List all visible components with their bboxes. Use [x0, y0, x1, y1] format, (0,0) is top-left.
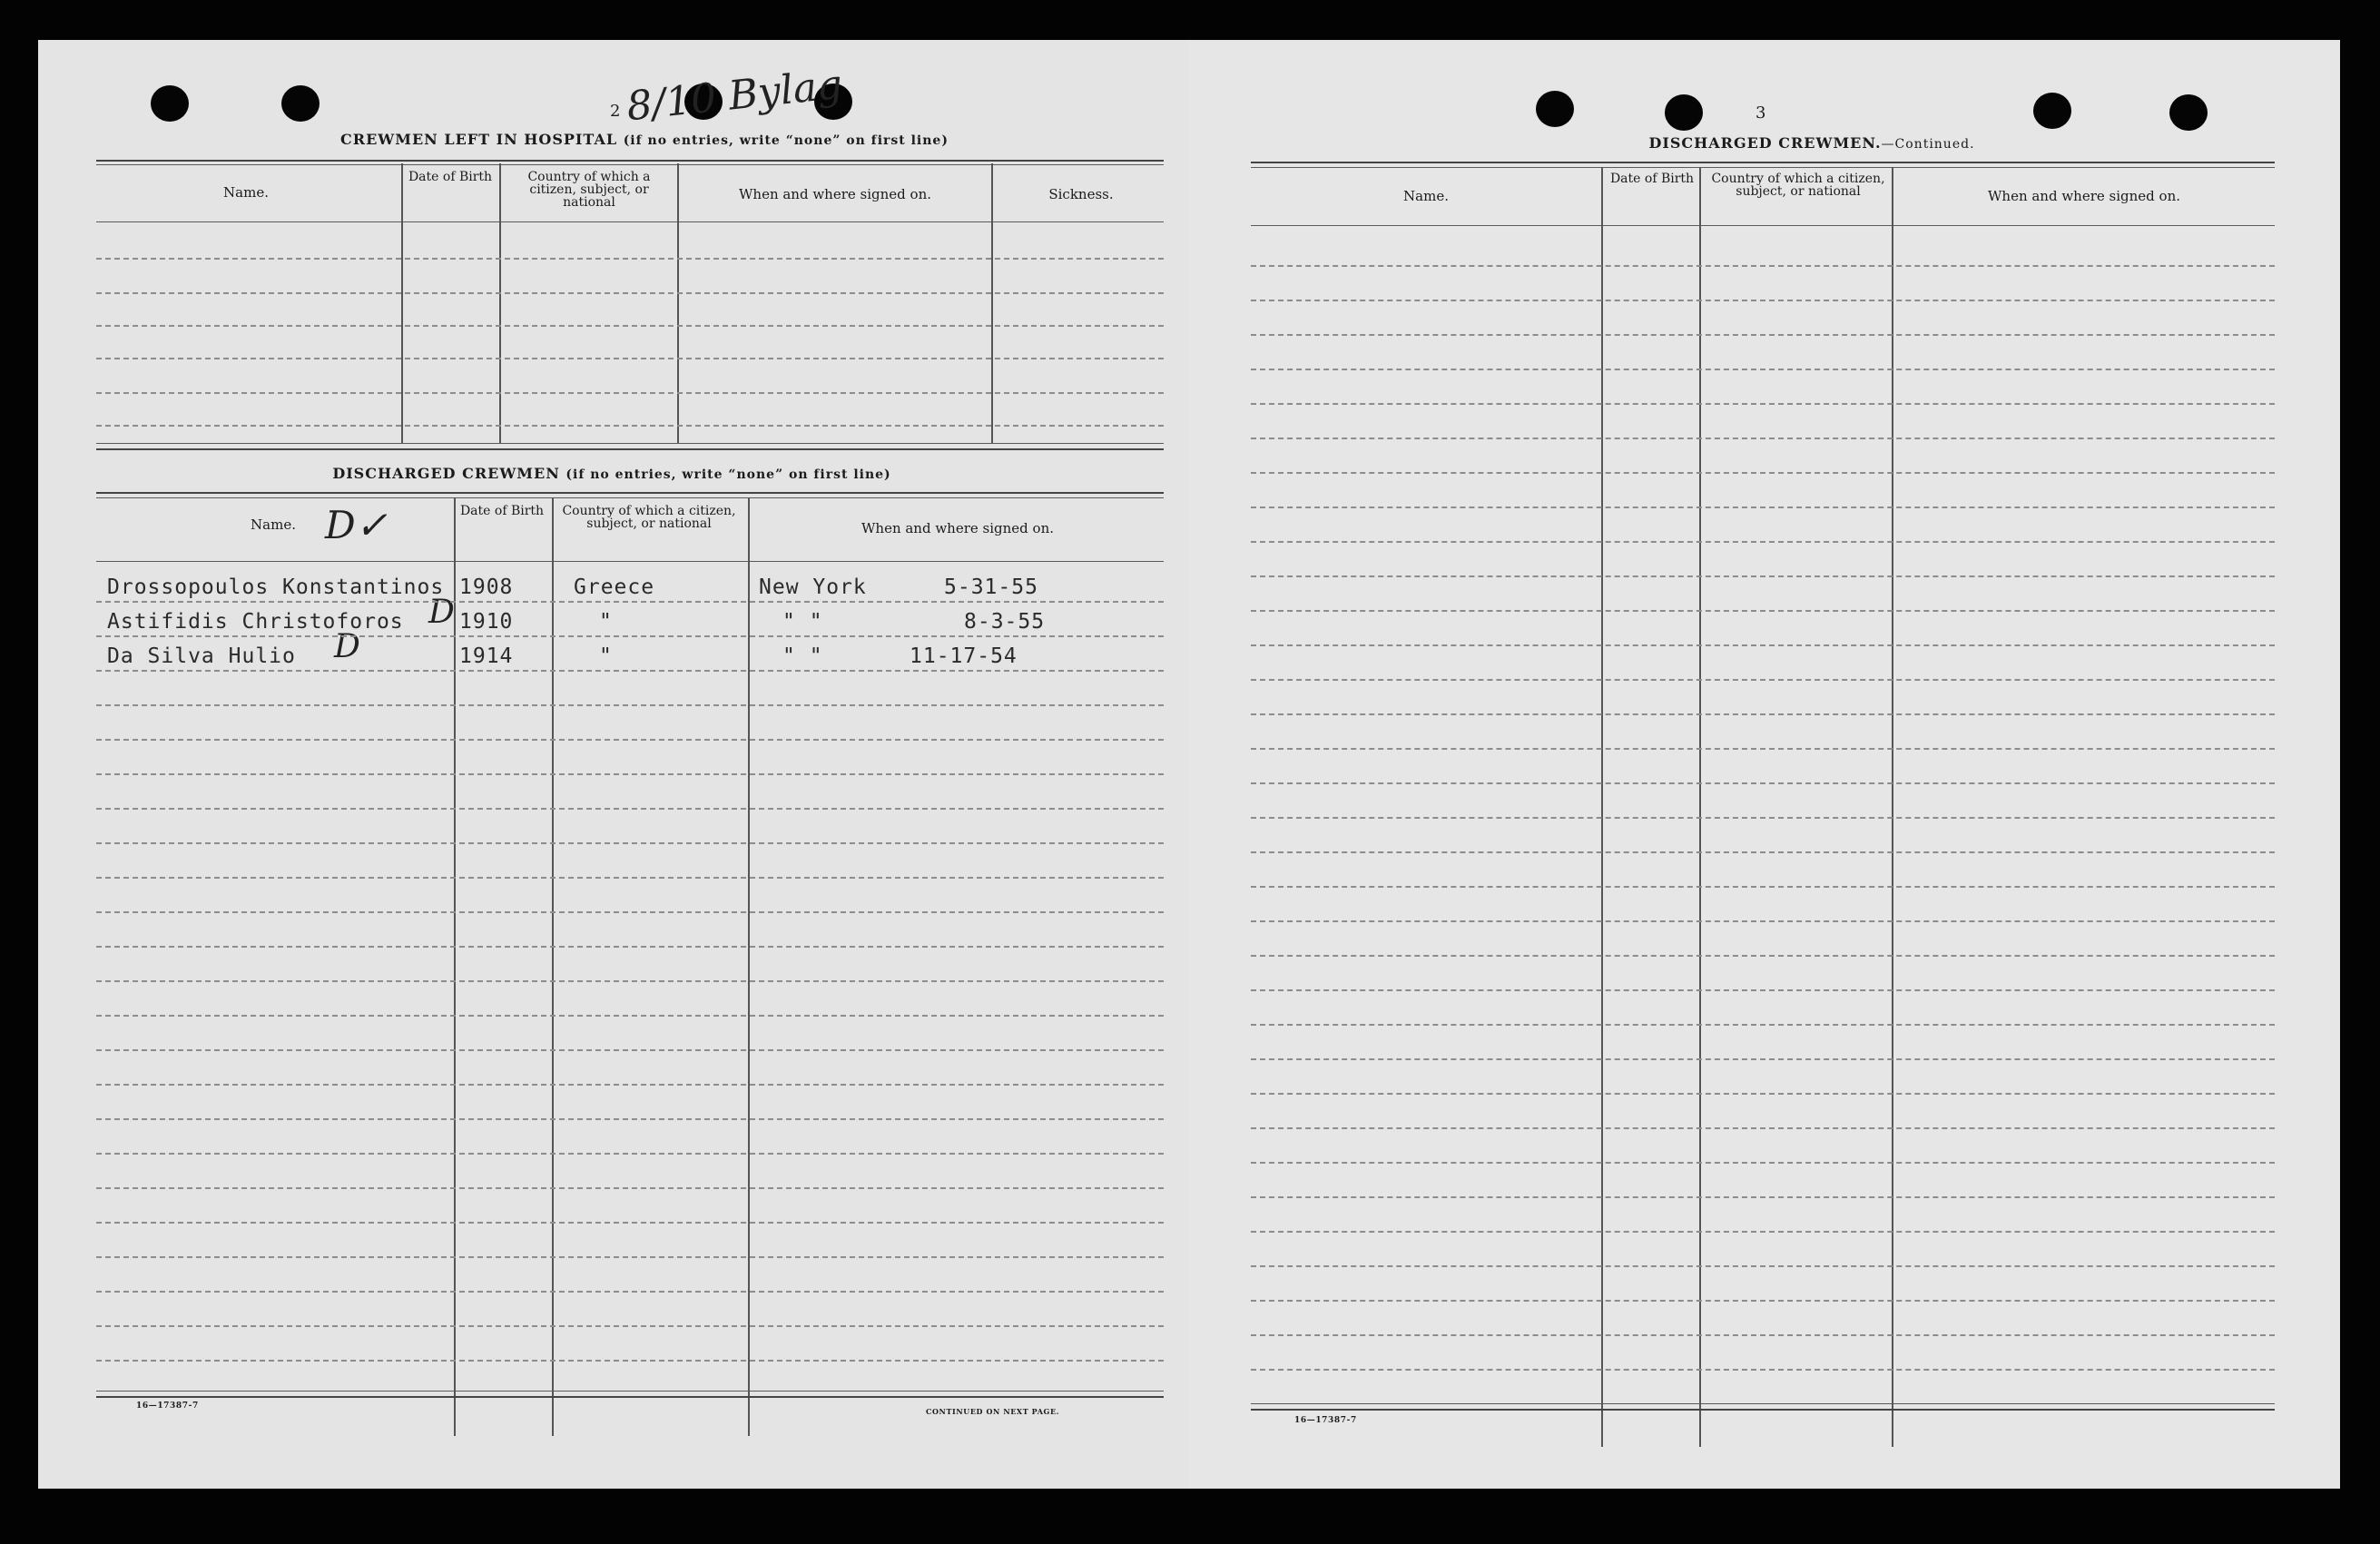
right-page	[1189, 40, 2340, 1489]
entry-line	[1251, 1162, 2275, 1164]
rule	[1251, 1403, 2275, 1404]
entry-line	[1251, 817, 2275, 819]
entry-line	[96, 1325, 1164, 1327]
entry-line	[96, 1222, 1164, 1224]
entry-line	[1251, 782, 2275, 784]
entry-line	[96, 1015, 1164, 1017]
entry-line	[96, 358, 1164, 359]
discharged-instruction: (if no entries, write “none” on first line)	[565, 467, 891, 482]
entry-line	[96, 773, 1164, 775]
entry-line	[1251, 334, 2275, 336]
entry-line	[96, 1187, 1164, 1189]
rule	[96, 1396, 1164, 1398]
crew-signed-place: " "	[782, 644, 823, 668]
right-section-title	[1594, 134, 2030, 152]
entry-line	[96, 325, 1164, 327]
col-header-sickness: Sickness.	[1048, 186, 1114, 202]
column-divider	[991, 163, 993, 443]
page-number: 2	[610, 102, 621, 121]
page-number: 3	[1755, 103, 1766, 123]
rule	[96, 160, 1164, 162]
crew-name: Drossopoulos Konstantinos	[107, 575, 445, 599]
entry-line	[1251, 644, 2275, 646]
entry-line	[1251, 1196, 2275, 1198]
col-header-country: Country of which a citizen, subject, or national	[527, 170, 651, 210]
entry-line	[1251, 1334, 2275, 1336]
crew-signed-date: 11-17-54	[910, 644, 1018, 668]
handwritten-mark: D	[334, 628, 360, 665]
crew-country: Greece	[574, 575, 655, 599]
entry-line	[96, 877, 1164, 879]
entry-line	[1251, 300, 2275, 301]
header-rule	[96, 561, 1164, 562]
entry-line	[96, 1256, 1164, 1258]
rule	[96, 164, 1164, 165]
entry-line	[1251, 1300, 2275, 1302]
punch-hole	[1665, 94, 1703, 131]
entry-line	[1251, 955, 2275, 957]
rule	[96, 497, 1164, 498]
entry-line	[1251, 679, 2275, 681]
column-divider	[499, 163, 501, 443]
crew-name: Astifidis Christoforos	[107, 610, 404, 634]
col-header-country: Country of which a citizen, subject, or national	[562, 504, 736, 531]
col-header-signed: When and where signed on.	[1987, 188, 2180, 204]
crew-dob: 1908	[459, 575, 514, 599]
hospital-instruction: (if no entries, write “none” on first line)	[623, 133, 949, 148]
entry-line	[96, 670, 1164, 672]
entry-line	[1251, 851, 2275, 853]
crew-signed-date: 8-3-55	[964, 610, 1046, 634]
entry-line	[1251, 1265, 2275, 1267]
crew-signed-place: New York	[759, 575, 867, 599]
col-header-signed: When and where signed on.	[861, 520, 1054, 536]
entry-line	[96, 425, 1164, 427]
header-rule	[1251, 225, 2275, 226]
col-header-name: Name.	[251, 516, 296, 533]
entry-line	[1251, 886, 2275, 888]
rule	[96, 492, 1164, 494]
entry-line	[96, 1118, 1164, 1120]
column-divider	[677, 163, 679, 443]
column-divider	[552, 497, 554, 1436]
entry-line	[1251, 403, 2275, 405]
entry-line	[96, 1291, 1164, 1293]
entry-line	[1251, 989, 2275, 991]
right-title: DISCHARGED CREWMEN.	[1648, 134, 1882, 152]
entry-line	[96, 704, 1164, 706]
left-page	[38, 40, 1191, 1489]
crew-signed-date: 5-31-55	[944, 575, 1038, 599]
punch-hole	[151, 85, 189, 122]
punch-hole	[1536, 91, 1574, 127]
entry-line	[1251, 748, 2275, 750]
entry-line	[96, 635, 1164, 637]
crew-signed-place: " "	[782, 610, 823, 634]
rule	[1251, 1409, 2275, 1411]
hospital-section-title	[300, 131, 989, 148]
crew-country: "	[599, 610, 613, 634]
entry-line	[96, 601, 1164, 603]
punch-hole	[2033, 93, 2071, 129]
entry-line	[1251, 472, 2275, 474]
handwritten-mark: D✓	[325, 503, 388, 547]
entry-line	[96, 739, 1164, 741]
discharged-title: DISCHARGED CREWMEN	[332, 465, 560, 482]
entry-line	[1251, 575, 2275, 577]
col-header-signed: When and where signed on.	[738, 186, 931, 202]
entry-line	[1251, 265, 2275, 267]
col-header-name: Name.	[223, 184, 269, 201]
entry-line	[96, 1153, 1164, 1155]
entry-line	[96, 946, 1164, 948]
punch-hole	[2169, 94, 2208, 131]
entry-line	[96, 808, 1164, 810]
rule	[96, 448, 1164, 450]
entry-line	[1251, 920, 2275, 922]
col-header-dob: Date of Birth	[408, 170, 493, 184]
entry-line	[1251, 1058, 2275, 1060]
column-divider	[748, 497, 750, 1436]
entry-line	[96, 842, 1164, 844]
entry-line	[96, 258, 1164, 260]
entry-line	[1251, 1369, 2275, 1371]
column-divider	[1892, 167, 1893, 1447]
form-number: 16—17387-7	[136, 1401, 199, 1411]
handwritten-mark: D	[428, 594, 455, 631]
col-header-name: Name.	[1403, 188, 1449, 204]
column-divider	[1601, 167, 1603, 1447]
crew-dob: 1910	[459, 610, 514, 634]
discharged-section-title	[267, 465, 957, 482]
col-header-dob: Date of Birth	[459, 504, 545, 518]
col-header-dob: Date of Birth	[1609, 172, 1695, 186]
crew-dob: 1914	[459, 644, 514, 668]
entry-line	[96, 980, 1164, 982]
hospital-title: CREWMEN LEFT IN HOSPITAL	[340, 131, 618, 148]
entry-line	[96, 911, 1164, 913]
rule	[96, 1391, 1164, 1392]
entry-line	[1251, 369, 2275, 370]
entry-line	[96, 392, 1164, 394]
header-rule	[96, 221, 1164, 222]
entry-line	[1251, 438, 2275, 439]
form-number: 16—17387-7	[1294, 1416, 1357, 1425]
entry-line	[1251, 713, 2275, 715]
entry-line	[1251, 541, 2275, 543]
entry-line	[96, 1084, 1164, 1086]
entry-line	[1251, 610, 2275, 612]
column-divider	[1699, 167, 1701, 1447]
entry-line	[96, 292, 1164, 294]
col-header-country: Country of which a citizen, subject, or national	[1711, 172, 1885, 199]
entry-line	[1251, 1093, 2275, 1095]
column-divider	[454, 497, 456, 1436]
rule	[1251, 167, 2275, 168]
crew-country: "	[599, 644, 613, 668]
continued-note: CONTINUED ON NEXT PAGE.	[926, 1407, 1060, 1416]
right-title-suffix: —Continued.	[1881, 137, 1975, 152]
entry-line	[96, 1049, 1164, 1051]
entry-line	[1251, 1024, 2275, 1026]
crew-name: Da Silva Hulio	[107, 644, 296, 668]
entry-line	[1251, 506, 2275, 508]
column-divider	[401, 163, 403, 443]
entry-line	[96, 1360, 1164, 1362]
rule	[96, 443, 1164, 444]
entry-line	[1251, 1127, 2275, 1129]
punch-hole	[281, 85, 320, 122]
rule	[1251, 162, 2275, 163]
handwritten-annotation: 8/10 Bylag	[624, 61, 845, 131]
entry-line	[1251, 1231, 2275, 1233]
